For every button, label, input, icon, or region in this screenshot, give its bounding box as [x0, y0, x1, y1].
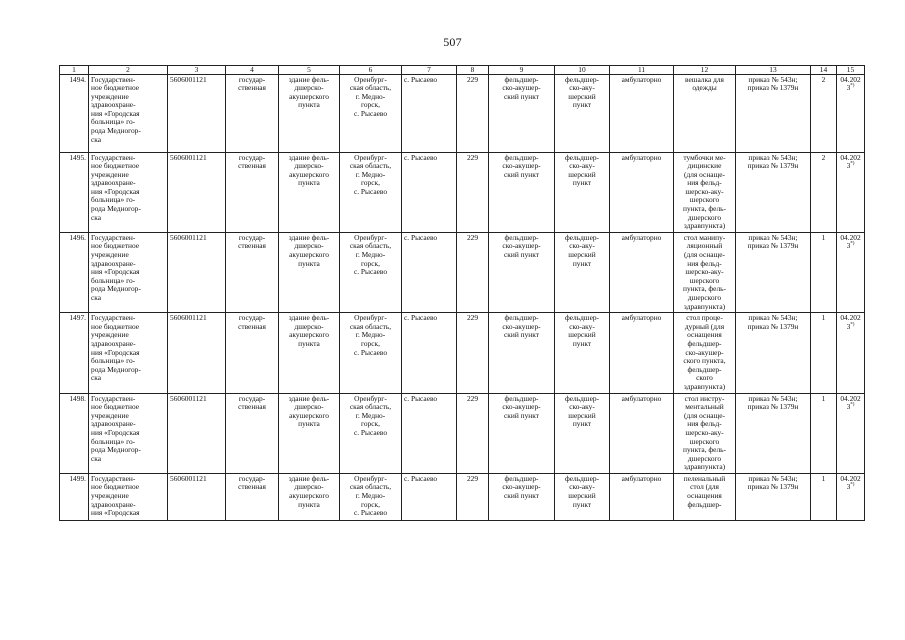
- address-cell: Оренбург- ская область, г. Медно- горск, с. Рысаево: [340, 74, 402, 152]
- ownership-cell: государ- ственная: [226, 74, 279, 152]
- building-cell: здание фель- дшерско- акушерского пункта: [279, 74, 340, 152]
- code-cell: 229: [457, 74, 489, 152]
- care-form-cell: амбулаторно: [610, 393, 674, 473]
- quantity-cell: 1: [811, 232, 837, 312]
- locality-cell: с. Рысаево: [402, 74, 457, 152]
- register-table: [59, 65, 865, 521]
- facility-type-cell: фельдшер- ско-акушер- ский пункт: [489, 393, 555, 473]
- equipment-cell: вешалка для одежды: [674, 74, 736, 152]
- order-cell: приказ № 543н; приказ № 1379н: [736, 313, 811, 393]
- date-footnote-mark: *): [850, 322, 855, 328]
- locality-cell: с. Рысаево: [402, 232, 457, 312]
- column-number-row: [60, 66, 865, 75]
- table-row: [60, 313, 865, 393]
- institution-cell: Государствен- ное бюджетное учреждение здравоохране- ния «Городская больница» го- рода Медногор- ска: [89, 74, 168, 152]
- care-form-cell: амбулаторно: [610, 473, 674, 520]
- institution-cell: Государствен- ное бюджетное учреждение здравоохране- ния «Городская больница» го- рода Медногор- ска: [89, 393, 168, 473]
- address-cell: Оренбург- ская область, г. Медно- горск, с. Рысаево: [340, 393, 402, 473]
- building-cell: здание фель- дшерско- акушерского пункта: [279, 152, 340, 232]
- column-header: 7: [402, 66, 457, 75]
- date-value: 04.2023: [840, 473, 861, 492]
- column-header: 9: [489, 66, 555, 75]
- locality-cell: с. Рысаево: [402, 473, 457, 520]
- table-row: [60, 473, 865, 520]
- quantity-cell: 2: [811, 74, 837, 152]
- code-cell: 229: [457, 232, 489, 312]
- column-header: 2: [89, 66, 168, 75]
- column-header: 6: [340, 66, 402, 75]
- subdivision-cell: фельдшер- ско-аку- шерский пункт: [555, 152, 610, 232]
- institution-cell: Государствен- ное бюджетное учреждение здравоохране- ния «Городская больница» го- рода Медногор- ска: [89, 152, 168, 232]
- order-cell: приказ № 543н; приказ № 1379н: [736, 74, 811, 152]
- date-value: 04.2023: [840, 74, 861, 93]
- date-footnote-mark: *): [850, 241, 855, 247]
- column-header: 3: [168, 66, 226, 75]
- row-number-cell: 1496.: [60, 232, 89, 312]
- register-body: [60, 74, 865, 520]
- date-footnote-mark: *): [850, 83, 855, 89]
- date-footnote-mark: *): [850, 161, 855, 167]
- subdivision-cell: фельдшер- ско-аку- шерский пункт: [555, 473, 610, 520]
- inn-cell: 5606001121: [168, 232, 226, 312]
- date-cell: [837, 313, 865, 393]
- locality-cell: с. Рысаево: [402, 313, 457, 393]
- table-row: [60, 152, 865, 232]
- row-number-cell: 1495.: [60, 152, 89, 232]
- code-cell: 229: [457, 313, 489, 393]
- subdivision-cell: фельдшер- ско-аку- шерский пункт: [555, 393, 610, 473]
- column-header: 15: [837, 66, 865, 75]
- order-cell: приказ № 543н; приказ № 1379н: [736, 232, 811, 312]
- facility-type-cell: фельдшер- ско-акушер- ский пункт: [489, 232, 555, 312]
- equipment-cell: пеленальный стол (для оснащения фельдшер-: [674, 473, 736, 520]
- facility-type-cell: фельдшер- ско-акушер- ский пункт: [489, 152, 555, 232]
- inn-cell: 5606001121: [168, 393, 226, 473]
- page-number: 507: [443, 35, 462, 49]
- date-value: 04.2023: [840, 393, 861, 412]
- equipment-cell: стол манипу- ляционный (для оснаще- ния фельд- шерско-аку- шерского пункта, фель- дшерского здравпункта): [674, 232, 736, 312]
- quantity-cell: 1: [811, 393, 837, 473]
- care-form-cell: амбулаторно: [610, 232, 674, 312]
- order-cell: приказ № 543н; приказ № 1379н: [736, 473, 811, 520]
- institution-cell: Государствен- ное бюджетное учреждение здравоохране- ния «Городская: [89, 473, 168, 520]
- date-footnote-mark: *): [850, 483, 855, 488]
- equipment-cell: стол проце- дурный (для оснащения фельдшер- ско-акушер- ского пункта, фельдшер- ского здравпункта): [674, 313, 736, 393]
- row-number-cell: 1498.: [60, 393, 89, 473]
- table-row: [60, 232, 865, 312]
- locality-cell: с. Рысаево: [402, 152, 457, 232]
- date-cell: [837, 473, 865, 520]
- institution-cell: Государствен- ное бюджетное учреждение здравоохране- ния «Городская больница» го- рода Медногор- ска: [89, 313, 168, 393]
- care-form-cell: амбулаторно: [610, 313, 674, 393]
- code-cell: 229: [457, 393, 489, 473]
- column-header: 12: [674, 66, 736, 75]
- ownership-cell: государ- ственная: [226, 393, 279, 473]
- inn-cell: 5606001121: [168, 473, 226, 520]
- row-number-cell: 1497.: [60, 313, 89, 393]
- building-cell: здание фель- дшерско- акушерского пункта: [279, 473, 340, 520]
- date-value: 04.2023: [840, 313, 861, 331]
- table-row: [60, 393, 865, 473]
- date-value: 04.2023: [840, 152, 861, 171]
- date-value: 04.2023: [840, 232, 861, 251]
- facility-type-cell: фельдшер- ско-акушер- ский пункт: [489, 74, 555, 152]
- institution-cell: Государствен- ное бюджетное учреждение здравоохране- ния «Городская больница» го- рода Медногор- ска: [89, 232, 168, 312]
- quantity-cell: 1: [811, 473, 837, 520]
- order-cell: приказ № 543н; приказ № 1379н: [736, 393, 811, 473]
- address-cell: Оренбург- ская область, г. Медно- горск, с. Рысаево: [340, 232, 402, 312]
- address-cell: Оренбург- ская область, г. Медно- горск, с. Рысаево: [340, 313, 402, 393]
- locality-cell: с. Рысаево: [402, 393, 457, 473]
- facility-type-cell: фельдшер- ско-акушер- ский пункт: [489, 473, 555, 520]
- subdivision-cell: фельдшер- ско-аку- шерский пункт: [555, 74, 610, 152]
- building-cell: здание фель- дшерско- акушерского пункта: [279, 393, 340, 473]
- ownership-cell: государ- ственная: [226, 473, 279, 520]
- address-cell: Оренбург- ская область, г. Медно- горск, с. Рысаево: [340, 152, 402, 232]
- column-header: 14: [811, 66, 837, 75]
- quantity-cell: 2: [811, 152, 837, 232]
- inn-cell: 5606001121: [168, 313, 226, 393]
- ownership-cell: государ- ственная: [226, 313, 279, 393]
- date-cell: [837, 232, 865, 312]
- code-cell: 229: [457, 152, 489, 232]
- building-cell: здание фель- дшерско- акушерского пункта: [279, 232, 340, 312]
- facility-type-cell: фельдшер- ско-акушер- ский пункт: [489, 313, 555, 393]
- column-header: 4: [226, 66, 279, 75]
- care-form-cell: амбулаторно: [610, 74, 674, 152]
- quantity-cell: 1: [811, 313, 837, 393]
- equipment-cell: тумбочки ме- дицинские (для оснаще- ния фельд- шерско-аку- шерского пункта, фель- дшерского здравпункта): [674, 152, 736, 232]
- inn-cell: 5606001121: [168, 74, 226, 152]
- ownership-cell: государ- ственная: [226, 152, 279, 232]
- column-header: 13: [736, 66, 811, 75]
- date-cell: [837, 152, 865, 232]
- address-cell: Оренбург- ская область, г. Медно- горск, с. Рысаево: [340, 473, 402, 520]
- column-header: 10: [555, 66, 610, 75]
- code-cell: 229: [457, 473, 489, 520]
- row-number-cell: 1494.: [60, 74, 89, 152]
- column-header: 5: [279, 66, 340, 75]
- building-cell: здание фель- дшерско- акушерского пункта: [279, 313, 340, 393]
- column-header: 1: [60, 66, 89, 75]
- order-cell: приказ № 543н; приказ № 1379н: [736, 152, 811, 232]
- column-header: 8: [457, 66, 489, 75]
- date-cell: [837, 393, 865, 473]
- table-row: [60, 74, 865, 152]
- subdivision-cell: фельдшер- ско-аку- шерский пункт: [555, 232, 610, 312]
- date-footnote-mark: *): [850, 402, 855, 408]
- ownership-cell: государ- ственная: [226, 232, 279, 312]
- equipment-cell: стол инстру- ментальный (для оснаще- ния фельд- шерско-аку- шерского пункта, фель- дшерского здравпункта): [674, 393, 736, 473]
- care-form-cell: амбулаторно: [610, 152, 674, 232]
- row-number-cell: 1499.: [60, 473, 89, 520]
- subdivision-cell: фельдшер- ско-аку- шерский пункт: [555, 313, 610, 393]
- date-cell: [837, 74, 865, 152]
- inn-cell: 5606001121: [168, 152, 226, 232]
- column-header: 11: [610, 66, 674, 75]
